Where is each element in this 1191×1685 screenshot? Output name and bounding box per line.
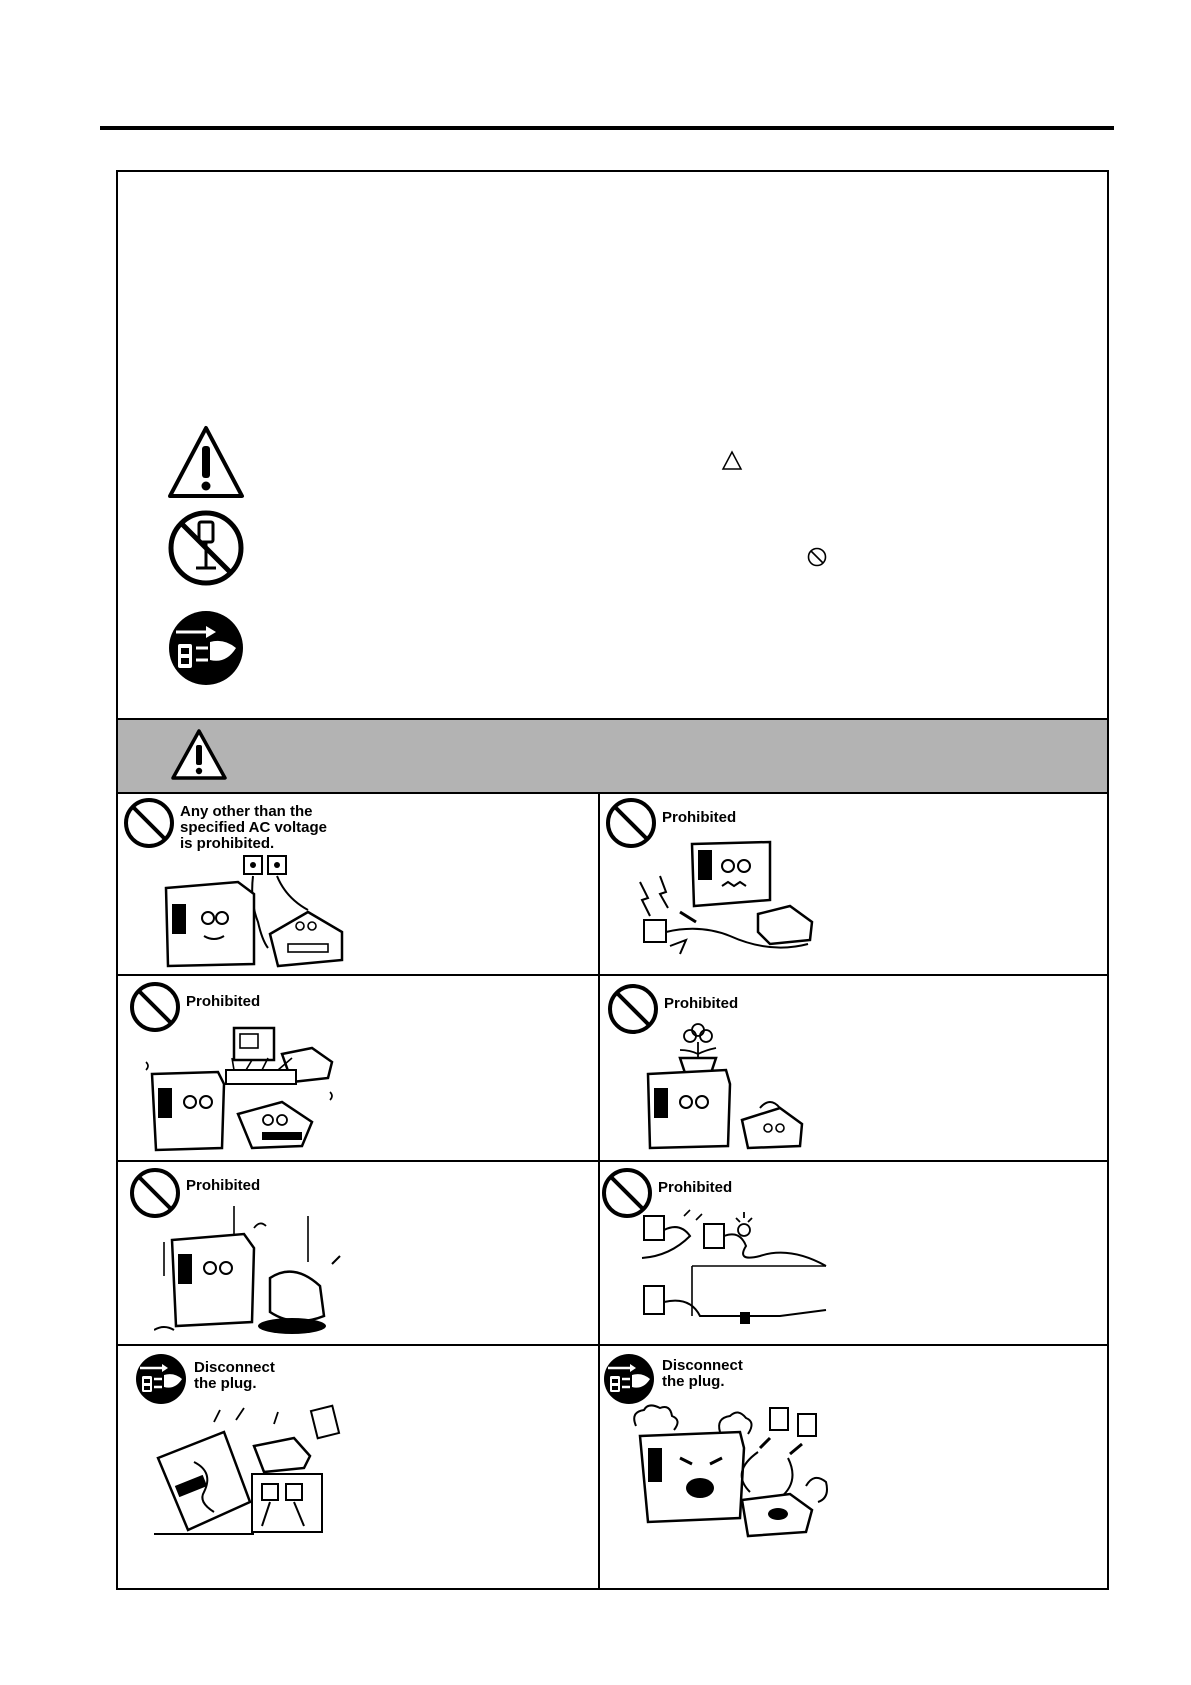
printer-flower-vase-illustration xyxy=(640,1020,810,1156)
warnings-grid xyxy=(118,792,1107,1588)
disconnect-plug-icon xyxy=(134,1352,188,1406)
warning-bar-triangle-icon xyxy=(170,728,228,782)
printer-smoke-illustration xyxy=(630,1402,830,1542)
warning-cell-liquid xyxy=(600,976,1107,1160)
do-not-disassemble-icon xyxy=(166,508,246,588)
damaged-power-cord-illustration xyxy=(640,1206,830,1340)
disconnect-plug-icon xyxy=(602,1352,656,1406)
warning-cell-damaged-cord xyxy=(600,1162,1107,1344)
prohibited-icon xyxy=(122,796,176,850)
warning-label: Prohibited xyxy=(662,809,737,826)
printer-ac-voltage-illustration xyxy=(158,852,348,970)
warning-cell-ac-voltage xyxy=(118,792,598,974)
header-rule xyxy=(100,126,1114,130)
printer-electric-shock-illustration xyxy=(630,836,820,968)
warning-label: Disconnect the plug. xyxy=(662,1357,743,1390)
small-prohibited-mark-icon xyxy=(806,546,828,568)
warning-label: Prohibited xyxy=(186,1177,261,1194)
warning-cell-dropped xyxy=(118,1346,598,1588)
printer-metal-objects-illustration xyxy=(154,1206,344,1340)
warning-label: Prohibited xyxy=(186,993,261,1010)
warning-cell-metal-objects xyxy=(118,1162,598,1344)
small-triangle-mark-icon xyxy=(721,450,743,472)
warning-cell-smoke xyxy=(600,1346,1107,1588)
warning-label: Any other than the specified AC voltage is prohibited. xyxy=(180,803,327,852)
warning-triangle-icon xyxy=(166,424,246,504)
warning-header-bar xyxy=(118,718,1107,794)
warning-label: Disconnect the plug. xyxy=(194,1359,275,1392)
safety-summary-frame xyxy=(116,170,1109,1590)
warning-cell-wet-hands xyxy=(600,792,1107,974)
printer-overloaded-outlet-illustration xyxy=(142,1022,342,1156)
warning-label: Prohibited xyxy=(658,1179,733,1196)
warning-cell-overload xyxy=(118,976,598,1160)
printer-dropped-illustration xyxy=(154,1402,344,1538)
disconnect-plug-icon xyxy=(166,608,246,688)
warning-label: Prohibited xyxy=(664,995,739,1012)
